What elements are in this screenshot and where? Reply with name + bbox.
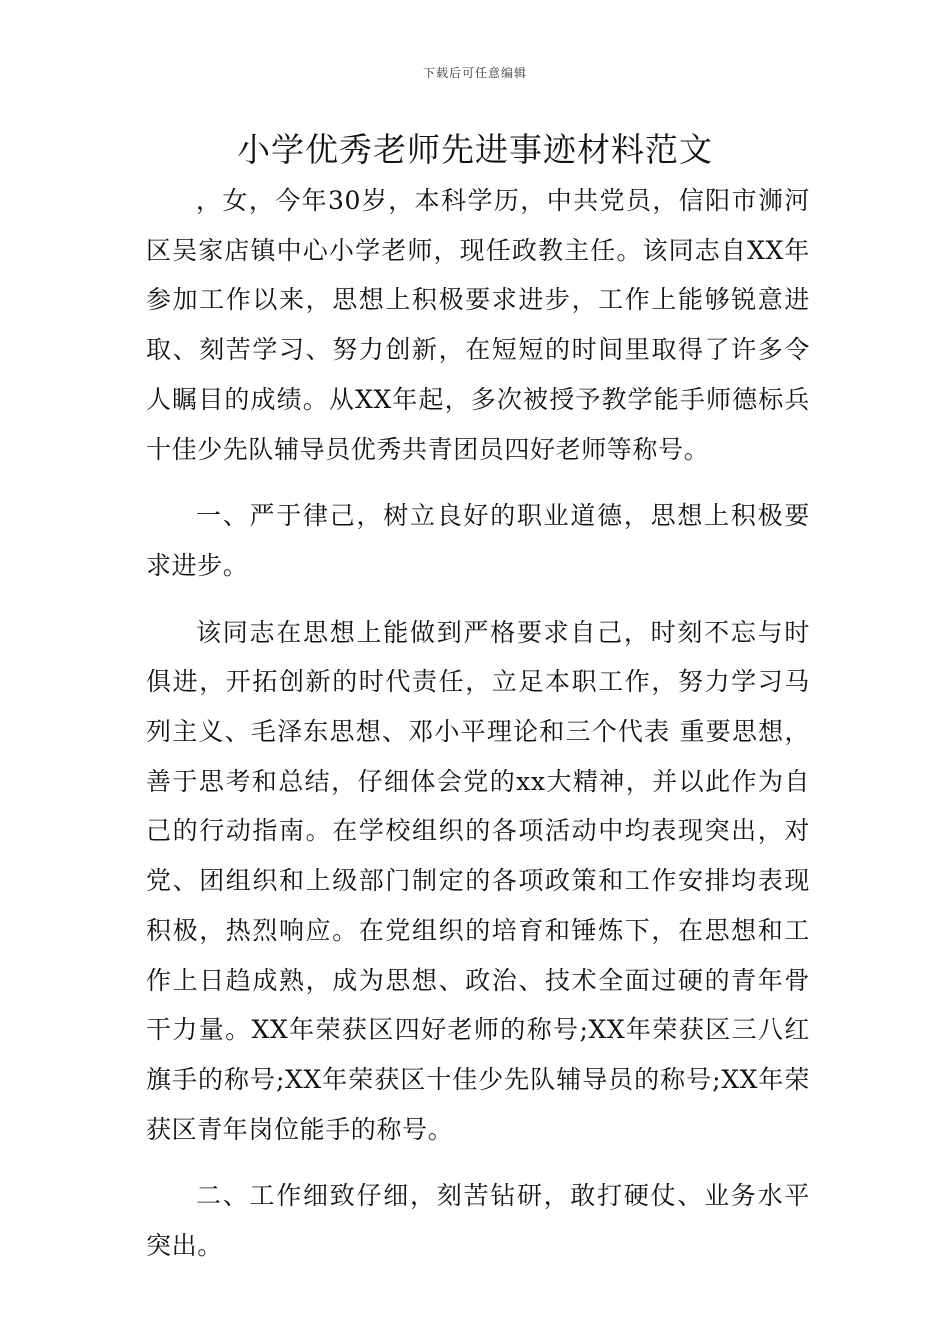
paragraph-section-1: 该同志在思想上能做到严格要求自己，时刻不忘与时俱进，开拓创新的时代责任，立足本职工作，努力学习马列主义、毛泽东思想、邓小平理论和三个代表 重要思想，善于思考和总结，仔细体会党的xx大精神，并以此作为自己的行动指南。在学校组织的各项活动中均表现突出，对党、团组织和上级部门制定的各项政策和工作安排均表现积极，热烈响应。在党组织的培育和锤炼下，在思想和工作上日趋成熟，成为思想、政治、技术全面过硬的青年骨干力量。XX年荣获区四好老师的称号;XX年荣获区三八红旗手的称号;XX年荣获区十佳少先队辅导员的称号;XX年荣获区青年岗位能手的称号。 [146,617,810,1144]
header-note: 下载后可任意编辑 [422,66,527,80]
document-title: 小学优秀老师先进事迹材料范文 [237,130,713,169]
paragraph-intro: ，女，今年30岁，本科学历，中共党员，信阳市浉河区吴家店镇中心小学老师，现任政教主任。该同志自XX年参加工作以来，思想上积极要求进步，工作上能够锐意进取、刻苦学习、努力创新，在短短的时间里取得了许多令人瞩目的成绩。从XX年起，多次被授予教学能手师德标兵十佳少先队辅导员优秀共青团员四好老师等称号。 [146,186,810,464]
document-body [146,176,810,1288]
section-heading-2: 二、工作细致仔细，刻苦钻研，敢打硬仗、业务水平突出。 [146,1181,810,1261]
section-heading-1: 一、严于律己，树立良好的职业道德，思想上积极要求进步。 [146,501,810,580]
